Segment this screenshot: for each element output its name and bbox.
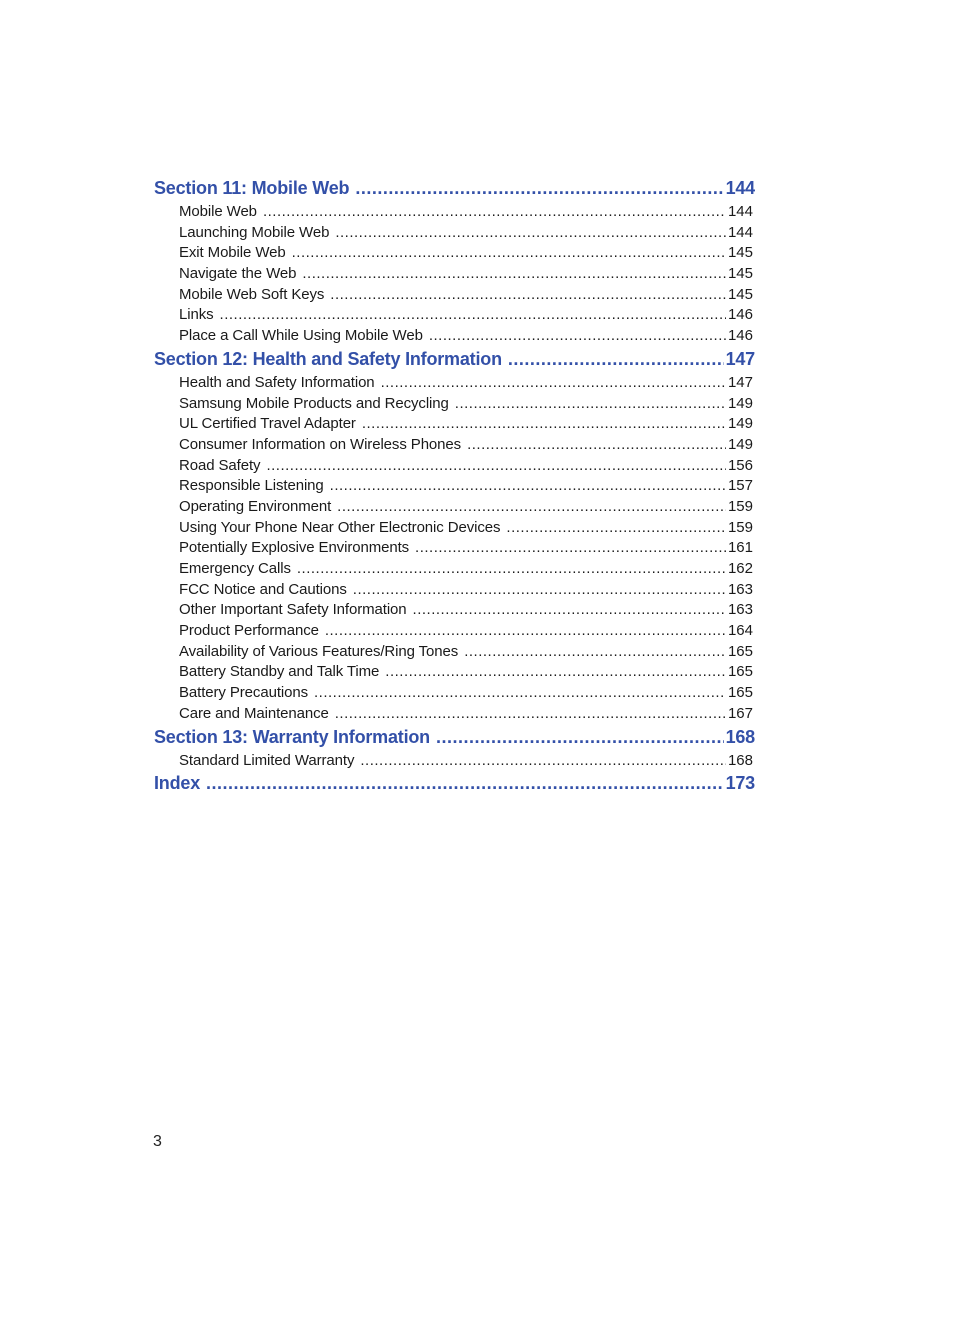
dot-leader <box>436 725 724 749</box>
dot-leader <box>330 476 726 497</box>
entry-title: Product Performance <box>179 622 319 640</box>
toc-entry[interactable] <box>154 435 755 456</box>
dot-leader <box>314 683 726 704</box>
toc-entry[interactable] <box>154 683 755 704</box>
toc-entry[interactable] <box>154 326 755 347</box>
dot-leader <box>325 621 726 642</box>
dot-leader <box>263 202 726 223</box>
entry-title: Emergency Calls <box>179 560 291 577</box>
entry-page-number: 145 <box>727 285 753 303</box>
dot-leader <box>506 518 726 539</box>
entry-title: Launching Mobile Web <box>179 223 330 241</box>
entry-page-number: 164 <box>727 622 753 640</box>
dot-leader <box>385 662 726 683</box>
toc-entry[interactable] <box>154 518 755 539</box>
toc-entry[interactable] <box>154 305 755 326</box>
dot-leader <box>415 538 726 559</box>
toc-entry[interactable] <box>154 476 755 497</box>
entry-page-number: 167 <box>727 704 753 722</box>
toc-entry[interactable] <box>154 264 755 285</box>
entry-page-number: 165 <box>727 642 753 660</box>
toc-entry[interactable] <box>154 662 755 683</box>
dot-leader <box>292 243 726 264</box>
entry-title: Navigate the Web <box>179 265 297 283</box>
dot-leader <box>355 176 723 200</box>
entry-title: Exit Mobile Web <box>179 244 286 262</box>
dot-leader <box>467 435 726 456</box>
dot-leader <box>362 414 726 435</box>
entry-page-number: 149 <box>727 435 753 453</box>
entry-title: Using Your Phone Near Other Electronic Devices <box>179 518 501 536</box>
entry-page-number: 145 <box>727 244 753 262</box>
dot-leader <box>429 326 726 347</box>
toc-section-heading[interactable] <box>154 725 755 749</box>
entry-title: Place a Call While Using Mobile Web <box>179 327 423 345</box>
toc-entry[interactable] <box>154 497 755 518</box>
dot-leader <box>381 373 726 394</box>
entry-title: Battery Precautions <box>179 684 308 702</box>
entry-page-number: 146 <box>727 327 753 345</box>
entry-title: Battery Standby and Talk Time <box>179 663 380 681</box>
entry-page-number: 145 <box>727 265 753 283</box>
dot-leader <box>206 771 724 795</box>
section-title: Section 13: Warranty Information <box>154 726 430 747</box>
toc-entry[interactable] <box>154 704 755 725</box>
entry-title: Mobile Web <box>179 203 257 220</box>
entry-page-number: 163 <box>727 601 753 619</box>
dot-leader <box>455 394 726 415</box>
entry-page-number: 165 <box>727 663 753 681</box>
entry-title: Standard Limited Warranty <box>179 751 355 769</box>
dot-leader <box>353 580 726 601</box>
entry-page-number: 159 <box>727 518 753 536</box>
entry-page-number: 162 <box>727 560 753 577</box>
toc-entry[interactable] <box>154 580 755 601</box>
entry-page-number: 157 <box>727 477 753 495</box>
section-title: Section 11: Mobile Web <box>154 178 350 198</box>
toc-entry[interactable] <box>154 751 755 772</box>
entry-page-number: 144 <box>727 223 753 241</box>
entry-title: Potentially Explosive Environments <box>179 539 410 557</box>
entry-title: Links <box>179 306 214 324</box>
entry-page-number: 149 <box>727 415 753 433</box>
entry-title: Availability of Various Features/Ring Tones <box>179 642 459 660</box>
toc-entry[interactable] <box>154 538 755 559</box>
toc-entry[interactable] <box>154 642 755 663</box>
section-page-number: 173 <box>725 773 755 794</box>
table-of-contents <box>154 176 755 797</box>
toc-section-heading[interactable] <box>154 771 755 795</box>
dot-leader <box>508 347 724 371</box>
entry-page-number: 147 <box>727 373 753 391</box>
entry-title: FCC Notice and Cautions <box>179 580 347 598</box>
toc-entry[interactable] <box>154 621 755 642</box>
dot-leader <box>464 642 726 663</box>
entry-page-number: 144 <box>727 203 753 220</box>
toc-entry[interactable] <box>154 559 755 580</box>
toc-entry[interactable] <box>154 285 755 306</box>
toc-entry[interactable] <box>154 202 755 223</box>
entry-title: Health and Safety Information <box>179 373 375 391</box>
entry-page-number: 168 <box>727 751 753 769</box>
dot-leader <box>297 559 726 580</box>
entry-page-number: 165 <box>727 684 753 702</box>
section-page-number: 144 <box>725 178 755 198</box>
toc-entry[interactable] <box>154 414 755 435</box>
toc-entry[interactable] <box>154 223 755 244</box>
toc-entry[interactable] <box>154 394 755 415</box>
entry-page-number: 149 <box>727 394 753 412</box>
toc-entry[interactable] <box>154 456 755 477</box>
dot-leader <box>220 305 726 326</box>
page-number: 3 <box>153 1133 162 1150</box>
entry-title: Samsung Mobile Products and Recycling <box>179 394 449 412</box>
entry-page-number: 163 <box>727 580 753 598</box>
dot-leader <box>337 497 726 518</box>
dot-leader <box>360 751 726 772</box>
entry-title: Other Important Safety Information <box>179 601 407 619</box>
entry-page-number: 156 <box>727 456 753 474</box>
entry-title: Consumer Information on Wireless Phones <box>179 435 462 453</box>
entry-title: Care and Maintenance <box>179 704 329 722</box>
section-page-number: 147 <box>725 348 755 369</box>
entry-title: Road Safety <box>179 456 261 474</box>
entry-page-number: 161 <box>727 539 753 557</box>
entry-page-number: 159 <box>727 497 753 515</box>
dot-leader <box>302 264 726 285</box>
toc-entry[interactable] <box>154 243 755 264</box>
entry-page-number: 146 <box>727 306 753 324</box>
entry-title: UL Certified Travel Adapter <box>179 415 356 433</box>
section-title: Section 12: Health and Safety Information <box>154 348 502 369</box>
toc-entry[interactable] <box>154 373 755 394</box>
dot-leader <box>413 600 726 621</box>
entry-title: Responsible Listening <box>179 477 324 495</box>
entry-title: Operating Environment <box>179 497 332 515</box>
section-title: Index <box>154 773 201 794</box>
entry-title: Mobile Web Soft Keys <box>179 285 325 303</box>
dot-leader <box>335 223 726 244</box>
toc-section-heading[interactable] <box>154 176 755 200</box>
toc-entry[interactable] <box>154 600 755 621</box>
dot-leader <box>266 456 726 477</box>
dot-leader <box>330 285 726 306</box>
section-page-number: 168 <box>725 726 755 747</box>
dot-leader <box>335 704 726 725</box>
toc-section-heading[interactable] <box>154 347 755 371</box>
